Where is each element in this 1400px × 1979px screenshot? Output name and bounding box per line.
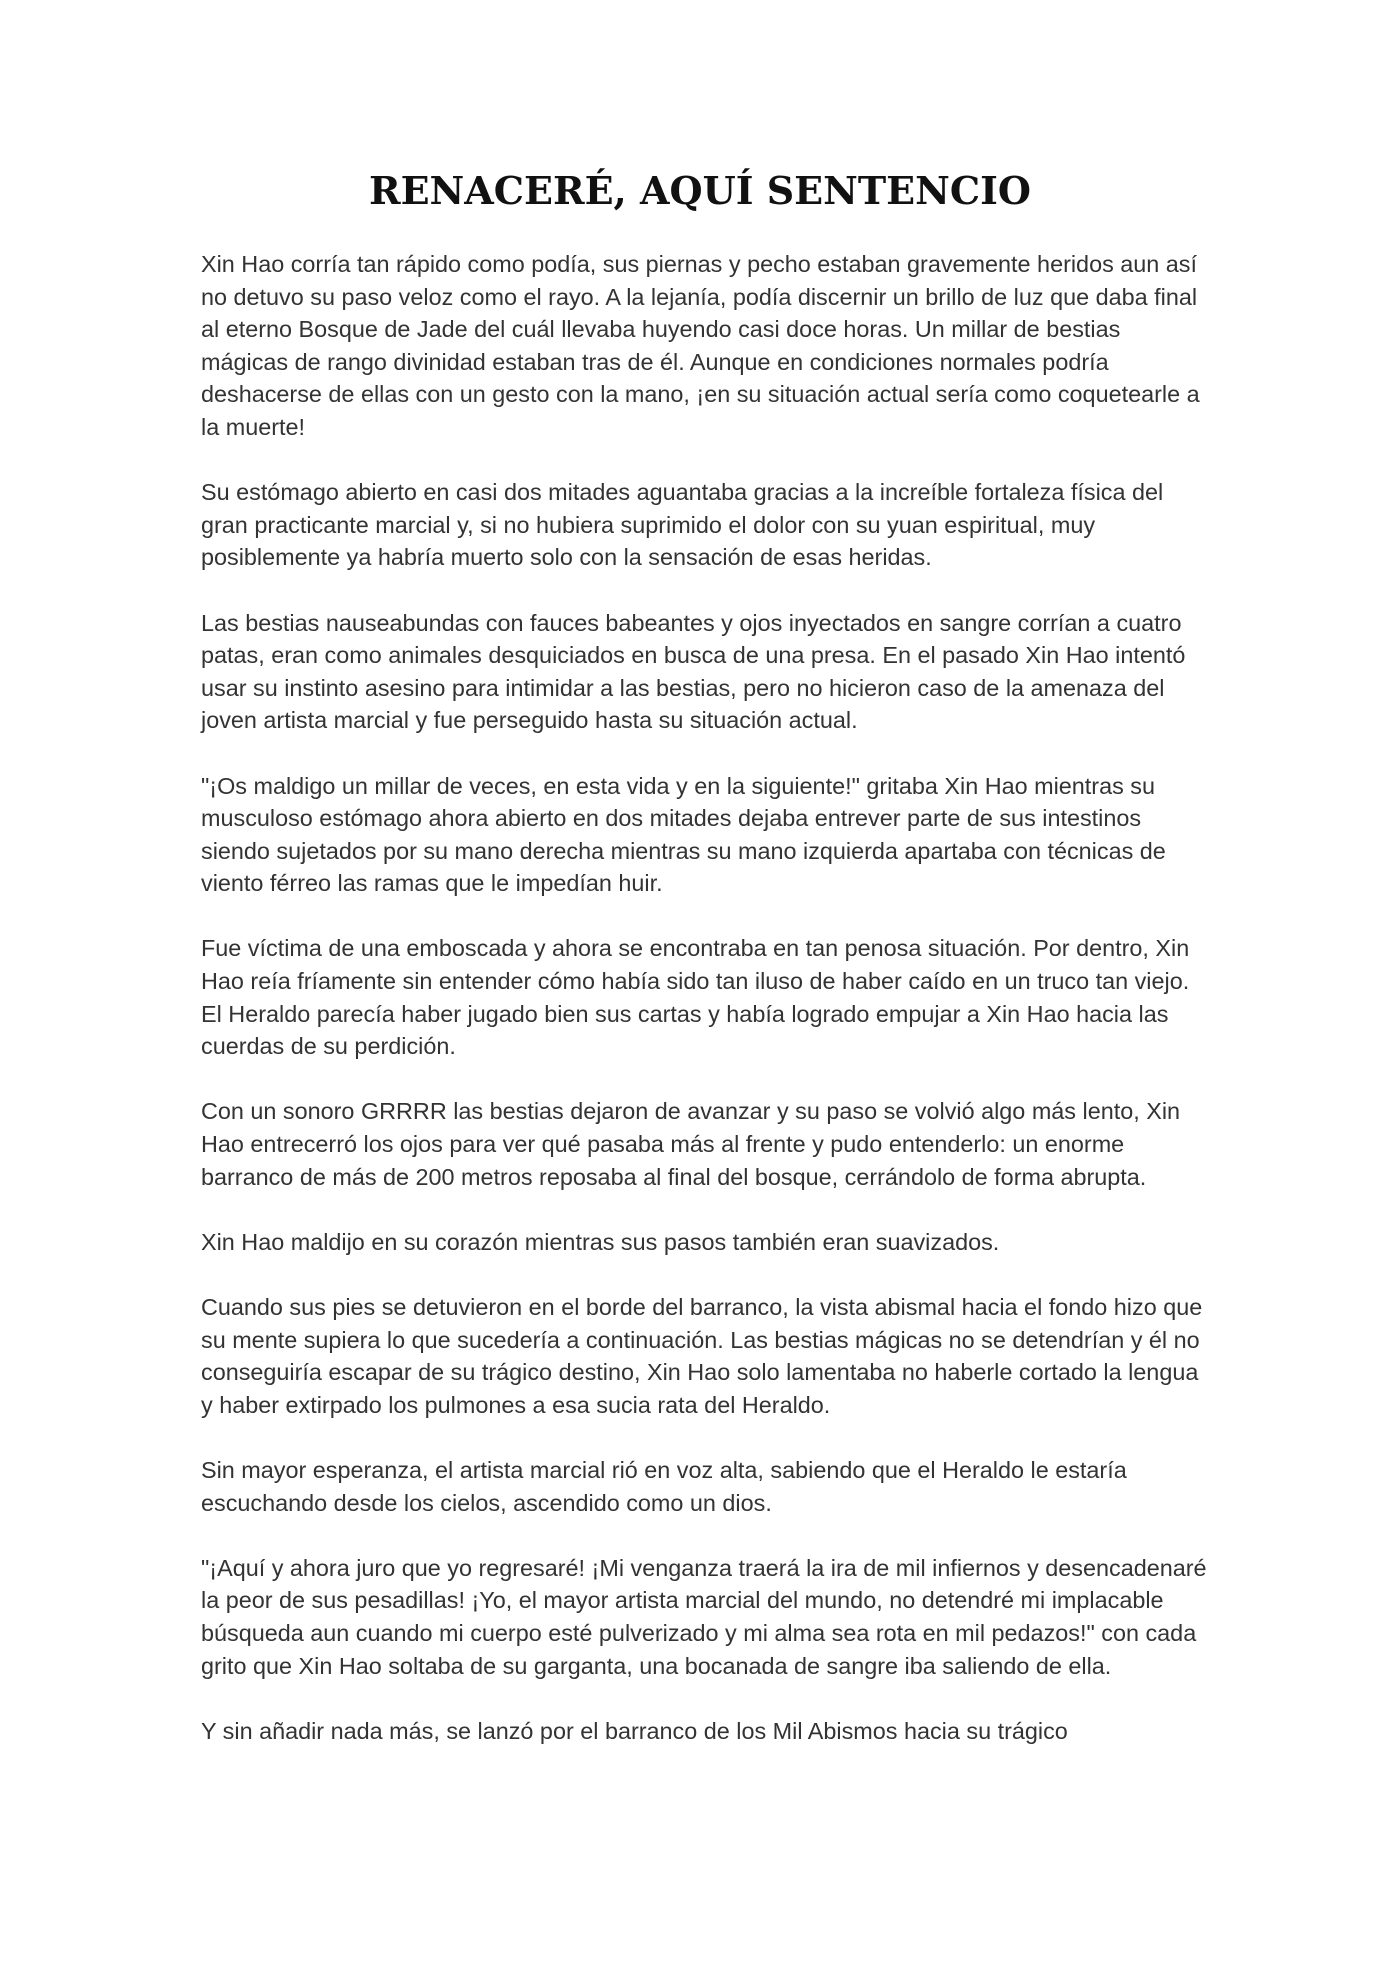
paragraph: Xin Hao maldijo en su corazón mientras sus pasos también eran suavizados. (201, 1228, 1000, 1255)
paragraph: "¡Os maldigo un millar de veces, en esta vida y en la siguiente!" gritaba Xin Hao mientras su musculoso estómago ahora abierto en dos mitades dejaba entrever parte de sus intestinos siendo sujetados por su mano derecha mientras su mano izquierda apartaba con técnicas de viento férreo las ramas que le impedían huir. (201, 772, 1166, 897)
paragraph: Xin Hao corría tan rápido como podía, sus piernas y pecho estaban gravemente heridos aun así no detuvo su paso veloz como el rayo. A la lejanía, podía discernir un brillo de luz que daba final al eterno Bosque de Jade del cuál llevaba huyendo casi doce horas. Un millar de bestias mágicas de rango divinidad estaban tras de él. Aunque en condiciones normales podría deshacerse de ellas con un gesto con la mano, ¡en su situación actual sería como coquetearle a la muerte! (201, 251, 1200, 440)
document-title: RENACERÉ, AQUÍ SENTENCIO (369, 168, 1031, 213)
paragraph: Y sin añadir nada más, se lanzó por el barranco de los Mil Abismos hacia su trágico (201, 1717, 1068, 1744)
paragraph: Con un sonoro GRRRR las bestias dejaron de avanzar y su paso se volvió algo más lento, Xin Hao entrecerró los ojos para ver qué pasaba más al frente y pudo entenderlo: un enorme barranco de más de 200 metros reposaba al final del bosque, cerrándolo de forma abrupta. (201, 1098, 1181, 1190)
paragraph: Fue víctima de una emboscada y ahora se encontraba en tan penosa situación. Por dentro, Xin Hao reía fríamente sin entender cómo había sido tan iluso de haber caído en un truco tan viejo. El Heraldo parecía haber jugado bien sus cartas y había logrado empujar a Xin Hao hacia las cuerdas de su perdición. (201, 935, 1190, 1060)
paragraph: Cuando sus pies se detuvieron en el borde del barranco, la vista abismal hacia el fondo hizo que su mente supiera lo que sucedería a continuación. Las bestias mágicas no se detendrían y él no conseguiría escapar de su trágico destino, Xin Hao solo lamentaba no haberle cortado la lengua y haber extirpado los pulmones a esa sucia rata del Heraldo. (201, 1294, 1203, 1418)
document-body (201, 248, 1211, 1780)
paragraph: Las bestias nauseabundas con fauces babeantes y ojos inyectados en sangre corrían a cuatro patas, eran como animales desquiciados en busca de una presa. En el pasado Xin Hao intentó usar su instinto asesino para intimidar a las bestias, pero no hicieron caso de la amenaza del joven artista marcial y fue perseguido hasta su situación actual. (201, 609, 1186, 734)
paragraph: Su estómago abierto en casi dos mitades aguantaba gracias a la increíble fortaleza física del gran practicante marcial y, si no hubiera suprimido el dolor con su yuan espiritual, muy posiblemente ya habría muerto solo con la sensación de esas heridas. (201, 479, 1164, 571)
paragraph: Sin mayor esperanza, el artista marcial rió en voz alta, sabiendo que el Heraldo le estaría escuchando desde los cielos, ascendido como un dios. (201, 1456, 1127, 1516)
paragraph: "¡Aquí y ahora juro que yo regresaré! ¡Mi venganza traerá la ira de mil infiernos y desencadenaré la peor de sus pesadillas! ¡Yo, el mayor artista marcial del mundo, no detendré mi implacable búsqueda aun cuando mi cuerpo esté pulverizado y mi alma sea rota en mil pedazos!" con cada grito que Xin Hao soltaba de su garganta, una bocanada de sangre iba saliendo de ella. (201, 1554, 1207, 1679)
